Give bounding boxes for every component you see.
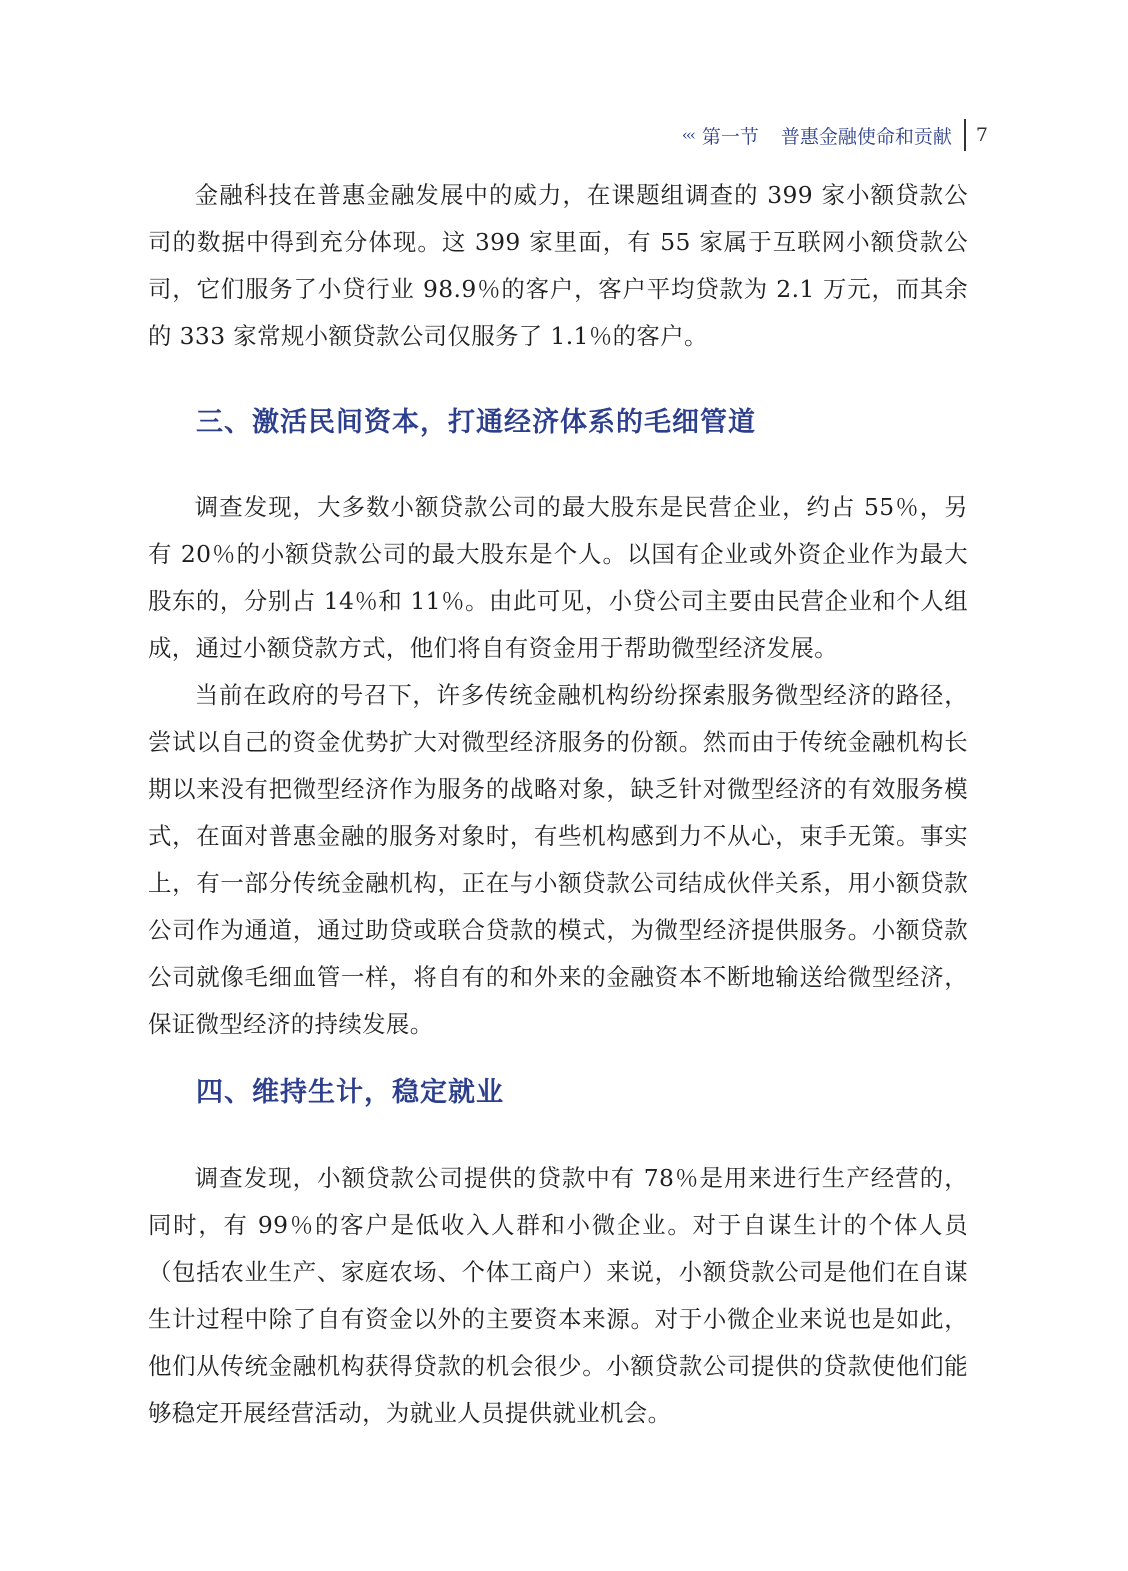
running-header bbox=[682, 118, 988, 152]
section-heading-4: 四、维持生计，稳定就业 bbox=[196, 1077, 504, 1108]
paragraph-intro: 金融科技在普惠金融发展中的威力，在课题组调查的 399 家小额贷款公司的数据中得到充分体现。这 399 家里面，有 55 家属于互联网小额贷款公司，它们服务了小贷行业 98.9％的客户，客户平均贷款为 2.1 万元，而其余的 333 家常规小额贷款公司仅服务了 1.1％的客户。 bbox=[148, 181, 968, 350]
page-number: 7 bbox=[975, 124, 988, 146]
section-heading-3: 三、激活民间资本，打通经济体系的毛细管道 bbox=[196, 407, 756, 438]
paragraph-section3-2: 当前在政府的号召下，许多传统金融机构纷纷探索服务微型经济的路径，尝试以自己的资金优势扩大对微型经济服务的份额。然而由于传统金融机构长期以来没有把微型经济作为服务的战略对象，缺乏针对微型经济的有效服务模式，在面对普惠金融的服务对象时，有些机构感到力不从心，束手无策。事实上，有一部分传统金融机构，正在与小额贷款公司结成伙伴关系，用小额贷款公司作为通道，通过助贷或联合贷款的模式，为微型经济提供服务。小额贷款公司就像毛细血管一样，将自有的和外来的金融资本不断地输送给微型经济，保证微型经济的持续发展。 bbox=[148, 681, 968, 1038]
paragraph-section4-1: 调查发现，小额贷款公司提供的贷款中有 78％是用来进行生产经营的，同时，有 99％的客户是低收入人群和小微企业。对于自谋生计的个体人员（包括农业生产、家庭农场、个体工商户）来说，小额贷款公司是他们在自谋生计过程中除了自有资金以外的主要资本来源。对于小微企业来说也是如此，他们从传统金融机构获得贷款的机会很少。小额贷款公司提供的贷款使他们能够稳定开展经营活动，为就业人员提供就业机会。 bbox=[148, 1164, 968, 1427]
section-3-body bbox=[148, 484, 968, 1048]
header-section-number: 第一节 bbox=[701, 125, 759, 148]
chevron-left-icon: ‹‹‹ bbox=[681, 126, 694, 144]
header-divider bbox=[964, 119, 966, 151]
section-4-body bbox=[148, 1155, 968, 1437]
header-section-title: 普惠金融使命和贡献 bbox=[780, 125, 952, 148]
intro-block bbox=[148, 172, 968, 360]
paragraph-section3-1: 调查发现，大多数小额贷款公司的最大股东是民营企业，约占 55％，另有 20％的小额贷款公司的最大股东是个人。以国有企业或外资企业作为最大股东的，分别占 14％和 11％。由此可见，小贷公司主要由民营企业和个人组成，通过小额贷款方式，他们将自有资金用于帮助微型经济发展。 bbox=[148, 493, 968, 662]
